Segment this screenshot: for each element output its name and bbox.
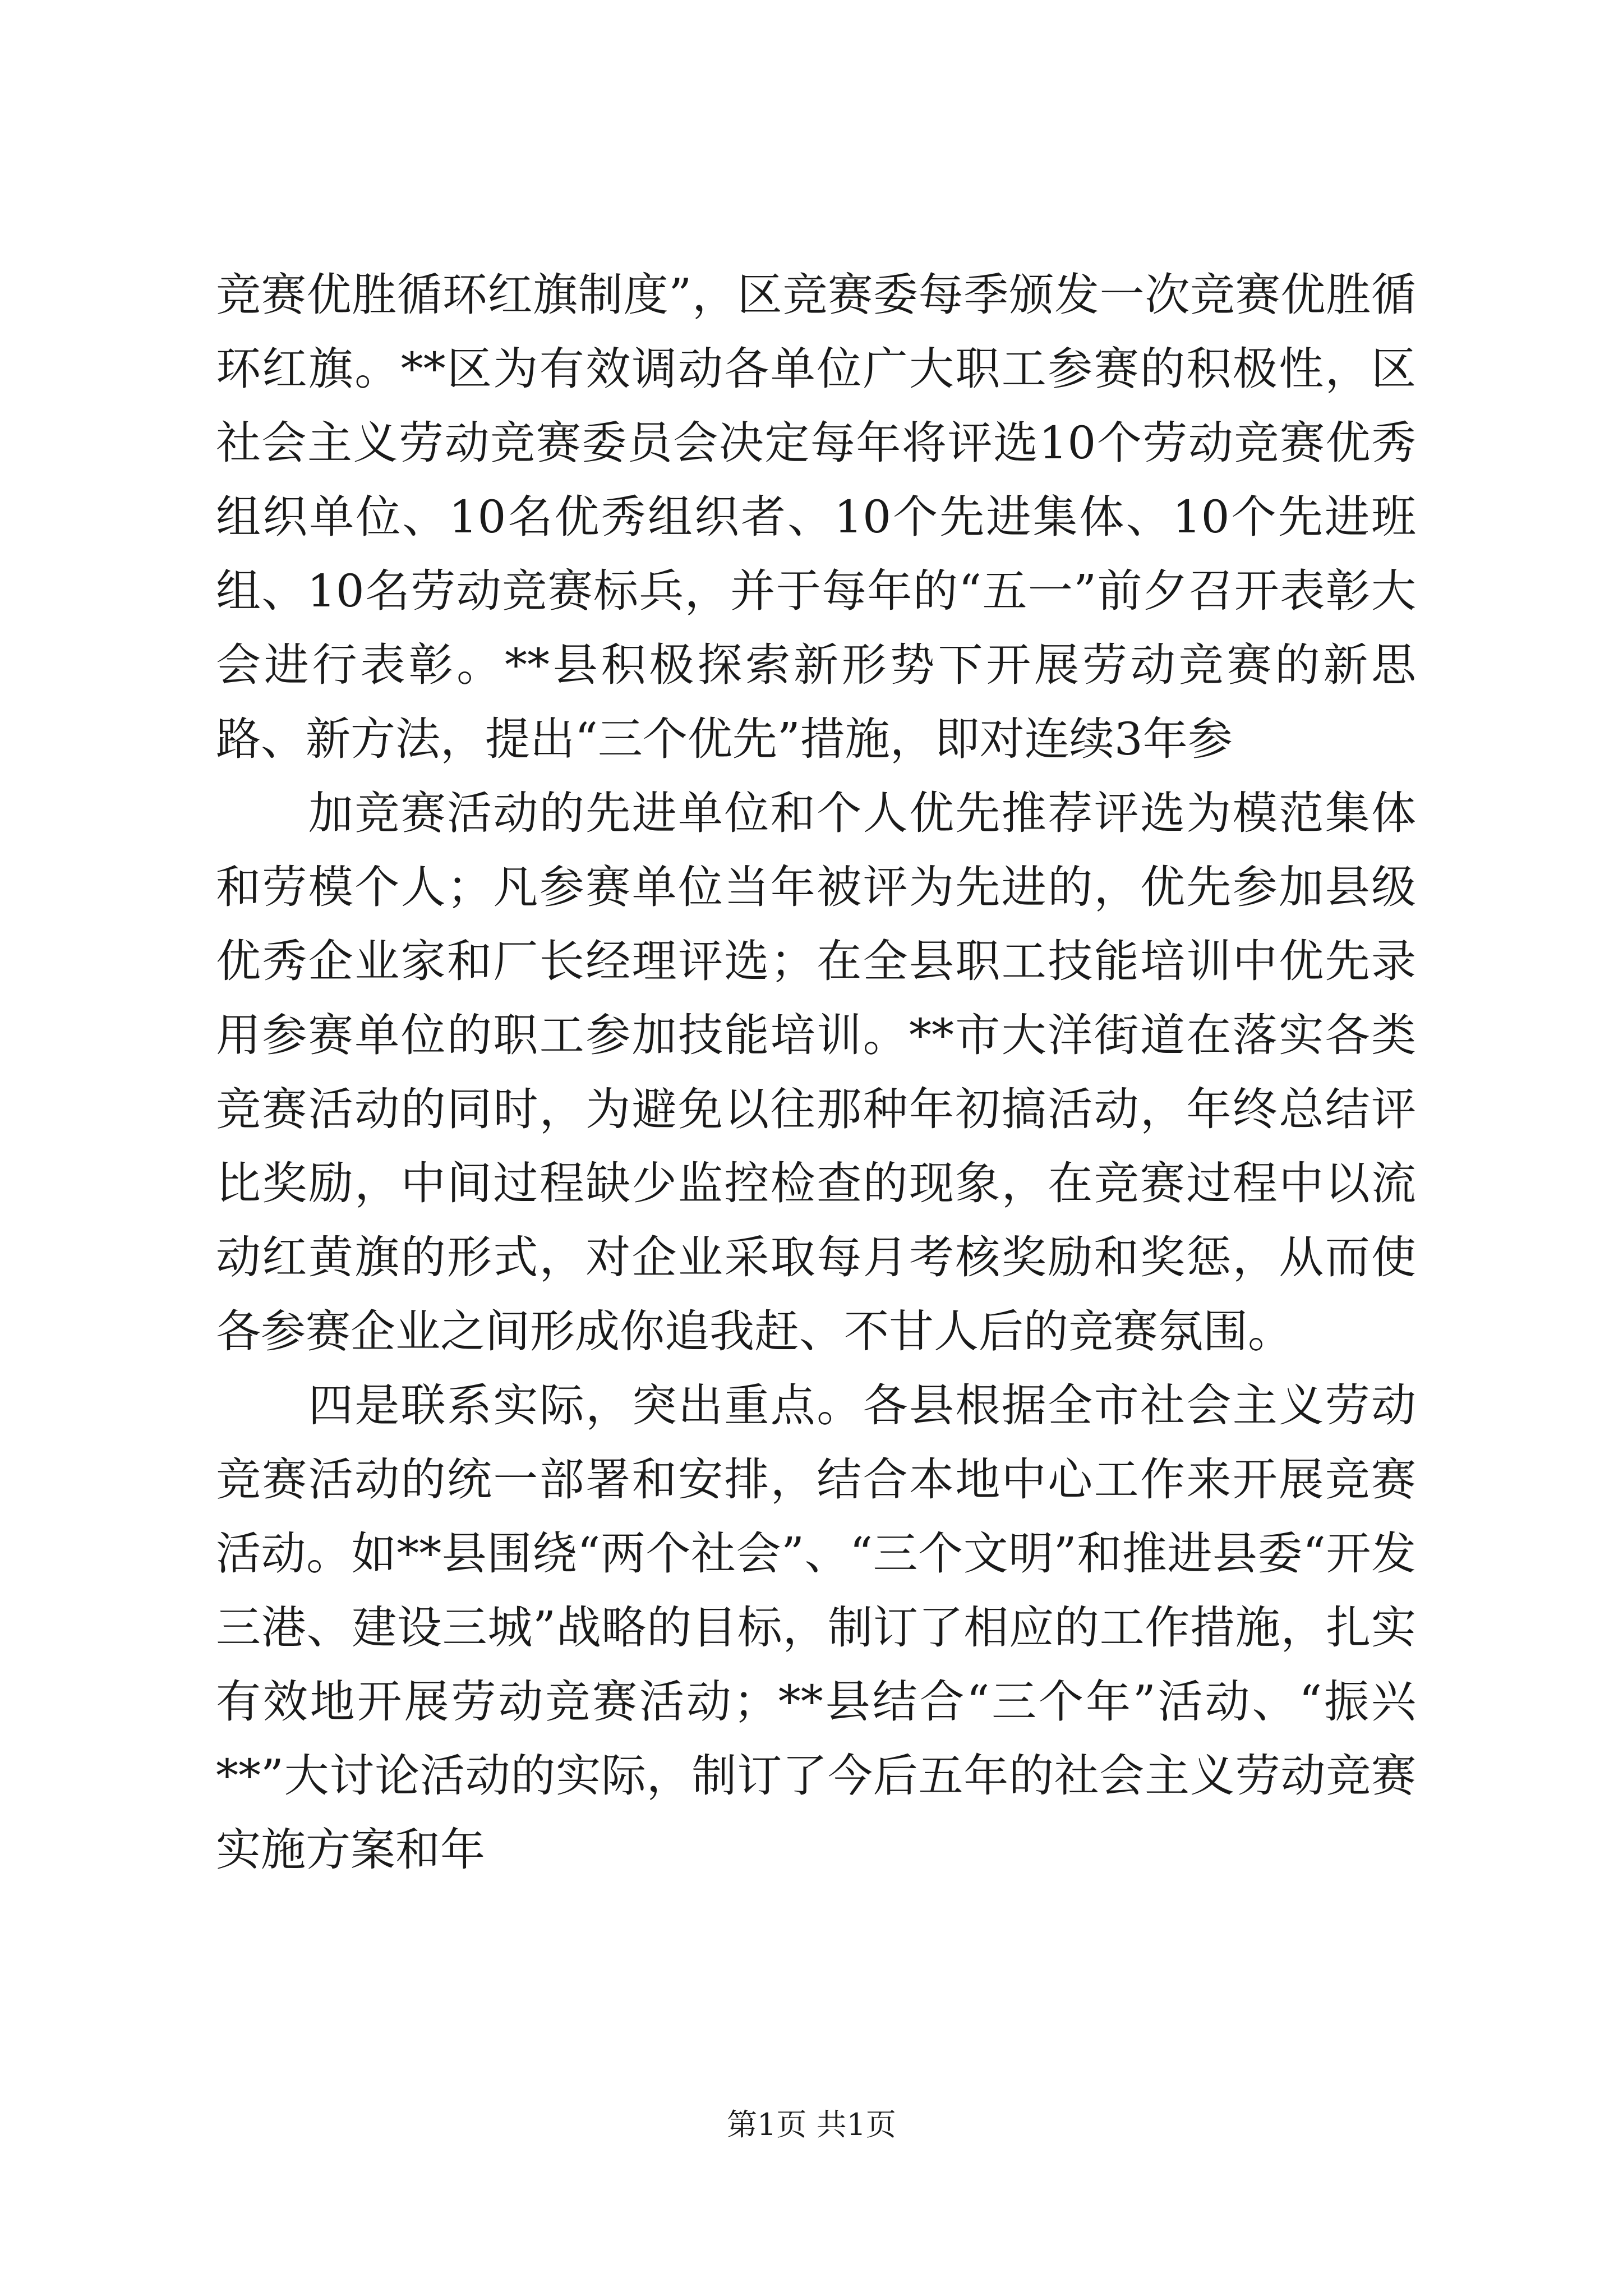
body-text bbox=[216, 258, 1416, 1887]
paragraph-3: 四是联系实际，突出重点。各县根据全市社会主义劳动竞赛活动的统一部署和安排，结合本地中心工作来开展竞赛活动。如**县围绕“两个社会”、“三个文明”和推进县委“开发三港、建设三城”战略的目标，制订了相应的工作措施，扎实有效地开展劳动竞赛活动；**县结合“三个年”活动、“振兴**”大讨论活动的实际，制订了今后五年的社会主义劳动竞赛实施方案和年 bbox=[216, 1379, 1416, 1876]
paragraph-2: 加竞赛活动的先进单位和个人优先推荐评选为模范集体和劳模个人；凡参赛单位当年被评为先进的，优先参加县级优秀企业家和厂长经理评选；在全县职工技能培训中优先录用参赛单位的职工参加技能培训。**市大洋街道在落实各类竞赛活动的同时，为避免以往那种年初搞活动，年终总结评比奖励，中间过程缺少监控检查的现象，在竞赛过程中以流动红黄旗的形式，对企业采取每月考核奖励和奖惩，从而使各参赛企业之间形成你追我赶、不甘人后的竞赛氛围。 bbox=[216, 787, 1416, 1358]
page-number-footer: 第1页 共1页 bbox=[727, 2107, 896, 2142]
paragraph-1: 竞赛优胜循环红旗制度”，区竞赛委每季颁发一次竞赛优胜循环红旗。**区为有效调动各单位广大职工参赛的积极性，区社会主义劳动竞赛委员会决定每年将评选10个劳动竞赛优秀组织单位、10名优秀组织者、10个先进集体、10个先进班组、10名劳动竞赛标兵，并于每年的“五一”前夕召开表彰大会进行表彰。**县积极探索新形势下开展劳动竞赛的新思路、新方法，提出“三个优先”措施，即对连续3年参 bbox=[216, 269, 1416, 765]
